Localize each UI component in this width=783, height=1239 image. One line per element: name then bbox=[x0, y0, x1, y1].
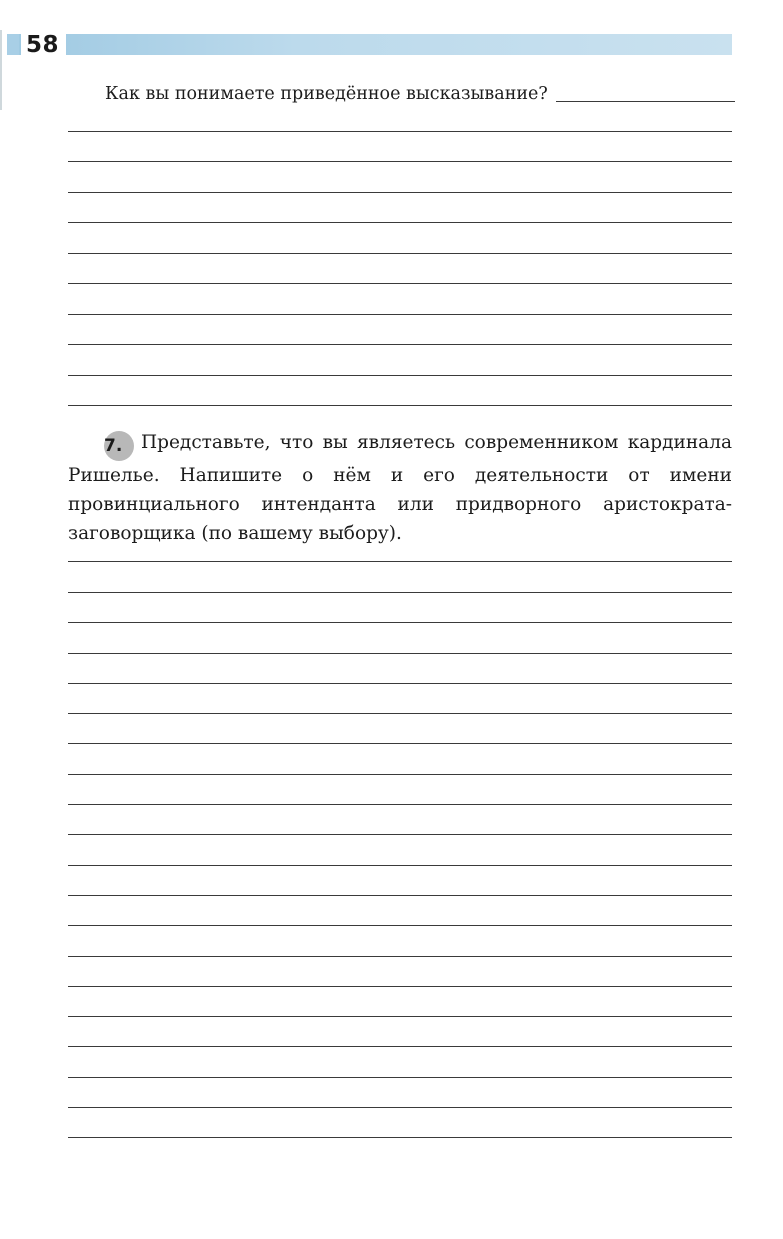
answer-line[interactable] bbox=[68, 344, 732, 345]
question-row bbox=[105, 82, 735, 106]
answer-line[interactable] bbox=[68, 895, 732, 896]
answer-line[interactable] bbox=[68, 283, 732, 284]
answer-line[interactable] bbox=[68, 561, 732, 562]
question-text: Как вы понимаете приведённое высказывание? bbox=[105, 84, 548, 104]
answer-line[interactable] bbox=[68, 713, 732, 714]
answer-line[interactable] bbox=[68, 253, 732, 254]
answer-line[interactable] bbox=[68, 683, 732, 684]
page-header-band bbox=[7, 34, 732, 55]
answer-line-inline[interactable] bbox=[556, 101, 735, 102]
page-edge-mark bbox=[0, 30, 2, 110]
answer-line[interactable] bbox=[68, 1107, 732, 1108]
answer-line[interactable] bbox=[68, 956, 732, 957]
answer-line[interactable] bbox=[68, 161, 732, 162]
answer-line[interactable] bbox=[68, 375, 732, 376]
answer-line[interactable] bbox=[68, 192, 732, 193]
answer-line[interactable] bbox=[68, 743, 732, 744]
answer-line[interactable] bbox=[68, 865, 732, 866]
answer-line[interactable] bbox=[68, 131, 732, 132]
answer-line[interactable] bbox=[68, 774, 732, 775]
answer-line[interactable] bbox=[68, 653, 732, 654]
header-band-stub bbox=[7, 34, 19, 55]
answer-line[interactable] bbox=[68, 1046, 732, 1047]
answer-line[interactable] bbox=[68, 405, 732, 406]
task-7 bbox=[68, 428, 732, 548]
answer-line[interactable] bbox=[68, 1077, 732, 1078]
task-text: Представьте, что вы являетесь современником кардинала Ришелье. Напишите о нём и его деятельности от имени провинциального интенданта или придворного аристократа-заговорщика (по вашему выбору). bbox=[68, 432, 732, 544]
page-number: 58 bbox=[21, 31, 66, 59]
answer-line[interactable] bbox=[68, 925, 732, 926]
answer-line[interactable] bbox=[68, 1137, 732, 1138]
answer-line[interactable] bbox=[68, 592, 732, 593]
answer-line[interactable] bbox=[68, 314, 732, 315]
answer-line[interactable] bbox=[68, 622, 732, 623]
answer-line[interactable] bbox=[68, 1016, 732, 1017]
answer-line[interactable] bbox=[68, 986, 732, 987]
answer-line[interactable] bbox=[68, 834, 732, 835]
answer-line[interactable] bbox=[68, 804, 732, 805]
task-number-badge: 7. bbox=[104, 431, 134, 461]
answer-line[interactable] bbox=[68, 222, 732, 223]
